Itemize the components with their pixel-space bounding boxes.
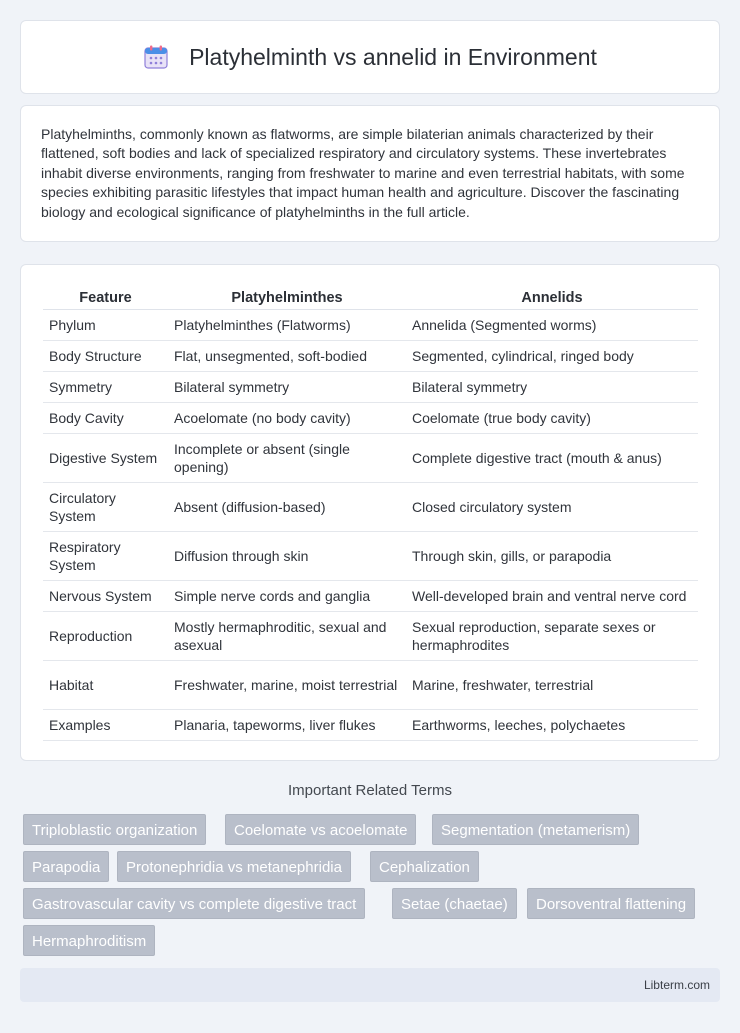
related-term-tag[interactable]: Gastrovascular cavity vs complete digestive tract xyxy=(23,888,365,919)
related-term-tag[interactable]: Coelomate vs acoelomate xyxy=(225,814,416,845)
platyhelminthes-cell: Flat, unsegmented, soft-bodied xyxy=(168,340,406,371)
table-row xyxy=(43,709,698,740)
table-row xyxy=(43,611,698,660)
annelids-cell: Sexual reproduction, separate sexes or hermaphrodites xyxy=(406,611,698,660)
footer-link[interactable]: Libterm.com xyxy=(643,978,710,992)
related-term-tag[interactable]: Triploblastic organization xyxy=(23,814,206,845)
comparison-table xyxy=(43,287,698,741)
table-row xyxy=(43,580,698,611)
annelids-cell: Marine, freshwater, terrestrial xyxy=(406,660,698,709)
table-row xyxy=(43,309,698,340)
related-term-tag[interactable]: Segmentation (metamerism) xyxy=(432,814,639,845)
platyhelminthes-cell: Incomplete or absent (single opening) xyxy=(168,433,406,482)
header-annelids: Annelids xyxy=(406,287,698,309)
footer xyxy=(20,968,720,1002)
table-row xyxy=(43,402,698,433)
annelids-cell: Annelida (Segmented worms) xyxy=(406,309,698,340)
annelids-cell: Through skin, gills, or parapodia xyxy=(406,531,698,580)
intro-card xyxy=(20,105,720,242)
feature-cell: Circulatory System xyxy=(43,482,168,531)
table-row xyxy=(43,371,698,402)
platyhelminthes-cell: Diffusion through skin xyxy=(168,531,406,580)
platyhelminthes-cell: Platyhelminthes (Flatworms) xyxy=(168,309,406,340)
related-term-tag[interactable]: Setae (chaetae) xyxy=(392,888,517,919)
annelids-cell: Well-developed brain and ventral nerve cord xyxy=(406,580,698,611)
annelids-cell: Coelomate (true body cavity) xyxy=(406,402,698,433)
feature-cell: Habitat xyxy=(43,660,168,709)
title-card xyxy=(20,20,720,94)
header-feature: Feature xyxy=(43,287,168,309)
related-terms-title: Important Related Terms xyxy=(288,782,452,799)
platyhelminthes-cell: Mostly hermaphroditic, sexual and asexual xyxy=(168,611,406,660)
feature-cell: Reproduction xyxy=(43,611,168,660)
platyhelminthes-cell: Planaria, tapeworms, liver flukes xyxy=(168,709,406,740)
related-term-tag[interactable]: Hermaphroditism xyxy=(23,925,155,956)
platyhelminthes-cell: Acoelomate (no body cavity) xyxy=(168,402,406,433)
feature-cell: Digestive System xyxy=(43,433,168,482)
related-term-tag[interactable]: Dorsoventral flattening xyxy=(527,888,695,919)
table-row xyxy=(43,340,698,371)
annelids-cell: Complete digestive tract (mouth & anus) xyxy=(406,433,698,482)
intro-text: Platyhelminths, commonly known as flatworms, are simple bilaterian animals characterized by their flattened, soft bodies and lack of specialized respiratory and circulatory systems. These invertebrates inhabit diverse environments, ranging from freshwater to marine and even terrestrial habitats, with some species exhibiting parasitic lifestyles that impact human health and agriculture. Discover the fascinating biology and ecological significance of platyhelminths in the full article. xyxy=(41,126,685,220)
platyhelminthes-cell: Bilateral symmetry xyxy=(168,371,406,402)
page-title: Platyhelminth vs annelid in Environment xyxy=(189,43,597,70)
table-header-row xyxy=(43,287,698,309)
annelids-cell: Segmented, cylindrical, ringed body xyxy=(406,340,698,371)
header-platyhelminthes: Platyhelminthes xyxy=(168,287,406,309)
calendar-icon xyxy=(143,44,169,70)
table-row xyxy=(43,433,698,482)
annelids-cell: Earthworms, leeches, polychaetes xyxy=(406,709,698,740)
table-row xyxy=(43,660,698,709)
platyhelminthes-cell: Absent (diffusion-based) xyxy=(168,482,406,531)
related-term-tag[interactable]: Parapodia xyxy=(23,851,109,882)
related-term-tag[interactable]: Protonephridia vs metanephridia xyxy=(117,851,351,882)
feature-cell: Body Cavity xyxy=(43,402,168,433)
feature-cell: Nervous System xyxy=(43,580,168,611)
platyhelminthes-cell: Simple nerve cords and ganglia xyxy=(168,580,406,611)
comparison-card xyxy=(20,264,720,761)
table-row xyxy=(43,531,698,580)
annelids-cell: Closed circulatory system xyxy=(406,482,698,531)
feature-cell: Examples xyxy=(43,709,168,740)
feature-cell: Body Structure xyxy=(43,340,168,371)
annelids-cell: Bilateral symmetry xyxy=(406,371,698,402)
feature-cell: Respiratory System xyxy=(43,531,168,580)
feature-cell: Symmetry xyxy=(43,371,168,402)
feature-cell: Phylum xyxy=(43,309,168,340)
related-term-tag[interactable]: Cephalization xyxy=(370,851,479,882)
table-row xyxy=(43,482,698,531)
platyhelminthes-cell: Freshwater, marine, moist terrestrial xyxy=(168,660,406,709)
